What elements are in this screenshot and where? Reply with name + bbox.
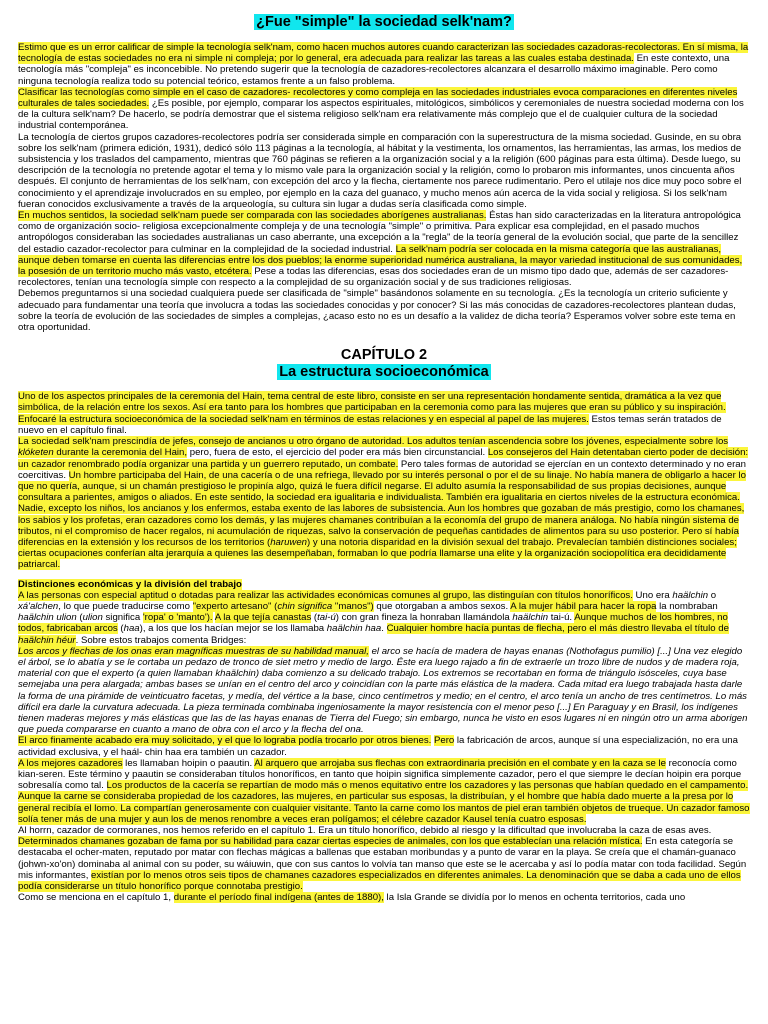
paragraph — [18, 391, 750, 436]
text-run: pero, fuera de esto, el ejercicio del poder era más bien circunstancial. — [187, 447, 488, 459]
text-run: , lo que puede traducirse como — [58, 600, 193, 612]
text-run: la nombraban — [656, 600, 718, 612]
text-run: haälchin — [672, 589, 709, 601]
text-run: tai-ú. — [548, 612, 575, 624]
text-run: la fabricación de arcos, aunque sí una especialización, no era una actividad exclusiva, y el haál- chin haa era también un cazador. — [18, 735, 738, 758]
paragraph — [18, 892, 750, 903]
chapter-title-text: La estructura socioeconómica — [279, 364, 489, 381]
text-run: A la mujer hábil para hacer la ropa — [510, 600, 657, 612]
text-run: . — [381, 623, 387, 635]
text-run: Éstas han sido caracterizadas en la literatura antropológica como de organización socio- religiosa excepcionalmente compleja y de una tecnología "simple" o primitiva. Para explicar esa complejidad, en el pasado muchos antropólogos consideraban las sociedades australianas un caso aberrante, una excepción a la "regla" de la teoría general de la evolución social, que parte de la sencillez del estadio cazador-recolector para culminar en la complejidad de la sociedad industrial. — [18, 210, 741, 255]
text-run: 'ropa' o 'manto'). — [142, 612, 213, 624]
text-run: ), a los que los hacían mejor se los llamaba — [139, 623, 327, 635]
text-run: haa — [123, 623, 140, 635]
text-run: En este contexto, una tecnología más "compleja" es inconcebible. No pretendo sugerir que la tecnología de cazadores-recolectores alcanzara el desarrollo máximo imaginable. Pero como ninguna tecnología realiza todo su potencial teórico, estamos frente a un falso problema. — [18, 53, 730, 87]
text-run: Pero tales formas de autoridad se ejercían en un contexto determinado y no eran coercitivas. — [18, 458, 746, 481]
chapter-number: CAPÍTULO 2 — [340, 347, 428, 364]
text-run: Un hombre participaba del Hain, de una cacería o de una refriega, llevado por su interés personal o por el de su linaje. No había manera de obligarlo a hacer lo que no quería, aunque, si un chamán prestigioso le propinía algo, quizá le fuera difícil negarse. El adulto asumía la responsabilidad de sus propias decisiones, aunque consultara a parientes, amigos o aliados. En este sentido, la sociedad era igualitaria e individualista. También era igualitaria en ciertos niveles de la estructura económica. Nadie, excepto los niños, los ancianos y los enfermos, estaba exento de las labores de subsistencia. Aun los hombres que gozaban de más prestigio, como los chamanes, los sabios y los profetas, eran cazadores como los demás, y las mujeres chamanes contribuían a la economía del grupo de manera análoga. No había ningún sistema de tributos, ni el compromiso de hacer regalos, ni acumulación de riquezas, salvo la conservación de pequeñas cantidades de alimentos para su uso posterior. Pero sí había diferencias en la extensión y los recursos de los territorios ( — [18, 469, 746, 548]
chapter-body — [18, 391, 750, 570]
intro-section — [18, 42, 750, 333]
text-run: Los arcos y flechas de los onas eran magníficas muestras de su habilidad manual, — [18, 645, 369, 657]
text-run: Uno era — [632, 589, 673, 601]
text-run: reconocía como kian-seren. Este término y paautin se consideraban títulos honoríficos, en tanto que hoipin significa simplemente cazador, pero el que siempre le decían hoipin era porque sobresalía como tal. — [18, 757, 742, 792]
text-run: haälchin haa — [326, 623, 382, 635]
text-run: Los consejeros del Hain detentaban cierto poder de decisión: un cazador renombrado podía organizar una partida y un guerrero reputado, un combate. — [18, 447, 749, 470]
text-run: Clasificar las tecnologías como simple en el caso de cazadores- recolectores y como compleja en las sociedades industriales evoca comparaciones en diferentes niveles culturales de tales sociedades. — [18, 86, 738, 110]
text-run: xá'alchen — [18, 600, 59, 612]
text-run: Cualquier hombre hacía puntas de flecha, pero el más diestro llevaba el título de — [386, 623, 729, 635]
text-run: La selk'nam podría ser colocada en la misma categoría que las australianas, aunque deben tomarse en cuenta las diferencias entre los dos pueblos; la enorme superioridad numérica australiana, la mayor variedad institucional de sus comunidades, la posesión de un territorio mucho más vasto, etcétera. — [18, 243, 743, 278]
text-run: En muchos sentidos, la sociedad selk'nam puede ser comparada con las sociedades aborígenes australianas. — [18, 210, 487, 222]
text-run: ( — [117, 623, 124, 635]
text-run: tai-ú — [317, 612, 336, 624]
text-run: ( — [76, 612, 83, 624]
text-run: haälchin héur — [18, 634, 76, 646]
text-run: Estimo que es un error calificar de simple la tecnología selk'nam, como hacen muchos autores cuando caracterizan las sociedades cazadoras-recolectoras. En sí misma, la tecnología de estas sociedades no era ni simple ni compleja; por lo general, era adecuada para realizar las tareas a las cuales estaba destinada. — [18, 42, 749, 65]
text-run: ¿Es posible, por ejemplo, comparar los aspectos espirituales, mitológicos, simbólicos y ceremoniales de nuestra sociedad moderna con los de la cultura selk'nam? De hacerlo, se podría demostrar que el sistema religioso selk'nam era relativamente más complejo que el de cualquier cultura de la sociedad industrial contemporánea. — [18, 98, 744, 132]
text-run: que otorgaban a ambos sexos. — [373, 600, 511, 612]
text-run: Estos temas serán tratados de nuevo en el capítulo final. — [18, 413, 722, 436]
text-run: En esta categoría se destacaba el ocher-maten, reputado por matar con flechas mágicas a ballenas que estaban moribundas y a punto de varar en la playa. Se creía que el chamán-guanaco (johwn-xo'on) dominaba al animal con su poder, su wáiuwin, que con sus cantos lo volvía tan manso que este se le acercaba y así lo podía matar con toda facilidad. Según mis informantes, — [18, 836, 747, 881]
document-title-text: ¿Fue "simple" la sociedad selk'nam? — [256, 14, 512, 30]
section-heading-text: Distinciones económicas y la división del trabajo — [18, 578, 242, 590]
paragraph — [18, 288, 750, 333]
text-run: chin significa — [277, 600, 333, 612]
text-run: les llamaban hoipin o paautin. — [122, 757, 255, 769]
paragraph — [18, 646, 750, 736]
text-run: ) con gran fineza la honraban llamándola — [335, 612, 513, 624]
text-run: haälchin ulion — [18, 612, 77, 624]
text-run: Al arquero que arrojaba sus flechas con extraordinaria precisión en el combate y en la caza se le — [254, 757, 666, 769]
text-run: Los productos de la cacería se repartían de modo más o menos equitativo entre los cazadores y las personas que habían quedado en el campamento. Aunque la carne se consideraba propiedad de los cazadores, las mujeres, en particular sus esposas, la distribuían, y el hombre que había dado muerte a la presa por lo general recibía el lomo. La compartían generosamente con cualquier visitante. Tanto la carne como los mantos de piel eran también objetos de trueque. Un cazador famoso solía tener más de una mujer y aun los de menos renombre a veces eran polígamos; el célebre cazador Kausel tenía cuatro esposas. — [18, 780, 750, 825]
section-heading — [18, 579, 750, 590]
text-run: ( — [311, 612, 318, 624]
paragraph — [18, 825, 750, 892]
text-run: Pese a todas las diferencias, esas dos sociedades eran de un mismo tipo dado que, además de ser cazadores-recolectores, tenían una tecnología simple con respecto a la complejidad de su organización social y de sus tradiciones religiosas. — [18, 266, 729, 289]
paragraph — [18, 42, 750, 87]
paragraph — [18, 87, 750, 132]
text-run: La tecnología de ciertos grupos cazadores-recolectores podría ser considerada simple en comparación con la superestructura de la misma sociedad. Gusinde, en su obra sobre los selk'nam (primera edición, 1931), dedicó sólo 113 páginas a la tecnología, al hábitat y la vestimenta, los ornamentos, las herramientas, las armas, los medios de subsistencia y los traslados del campamento, mientras que 760 páginas se refieren a la organización social y a la religión (600 páginas para esta última). Desde luego, su descripción de la tecnología no pretende agotar el tema y lo mismo vale para la organización social y la religión, como lo probaron mis informantes, unos cincuenta años después. El conjunto de herramientas de los selk'nam, con excepción del arco y la flecha, ciertamente nos parece rudimentario. Pero el utilaje nos dice muy poco sobre el conocimiento y el aprendizaje involucrados en su empleo, por ejemplo en la caza del guanaco, y mucho menos aún acerca de la vida social y religiosa. Si los selk'nam fueran conocidos exclusivamente a través de la arqueología, su cultura sin lugar a dudas sería clasificada como simple. — [18, 131, 742, 210]
text-run: o — [708, 589, 717, 601]
text-run: haruwen — [270, 536, 308, 548]
spacer — [18, 333, 750, 347]
section-body — [18, 590, 750, 904]
paragraph — [18, 132, 750, 210]
text-run: haälchin — [512, 612, 549, 624]
paragraph — [18, 436, 750, 570]
text-run: durante el período final indígena (antes de 1880), — [173, 892, 384, 904]
text-run: ulion — [82, 612, 103, 624]
text-run: Determinados chamanes gozaban de fama por su habilidad para cazar ciertas especies de animales, con los que establecían una relación mística. — [18, 836, 643, 848]
text-run: ) y una notoria disparidad en la división sexual del trabajo. Prevalecían también distinciones sociales; ciertas ocupaciones conferían alta jerarquía a quienes las desempeñaban, formaban lo que podría llamarse una elite y la organización sociopolítica era decididamente patriarcal. — [18, 536, 737, 571]
text-run: Aunque muchos de los hombres, no todos, fabricaban arcos — [18, 612, 728, 635]
text-run: A la que tejía canastas — [214, 612, 312, 624]
text-run: Pero — [433, 735, 455, 747]
text-run: La sociedad selk'nam prescindía de jefes, consejo de ancianos u otro órgano de autoridad. Los adultos tenían ascendencia sobre los jóvenes, especialmente sobre los — [18, 436, 729, 448]
text-run: Debemos preguntarnos si una sociedad cualquiera puede ser clasificada de "simple" basándonos solamente en su tecnología. ¿Es la tecnología un criterio suficiente y adecuado para fundamentar una teoría que involucra a todas las sociedades conocidas y por conocer? Si las más conocidas de cazadores-recolectores plantean dudas, sobre la teoría de evolución de las sociedades de simples a complejas, ¿acaso esto no es un desafío a la validez de dicha teoría? Esperamos volver sobre este tema en otra oportunidad. — [18, 288, 736, 334]
document-title — [18, 14, 750, 31]
text-run: . Sobre estos trabajos comenta Bridges: — [75, 634, 247, 646]
paragraph — [18, 758, 750, 825]
text-run: "manos") — [332, 600, 374, 612]
paragraph — [18, 590, 750, 646]
text-run: klóketen — [18, 447, 54, 459]
text-run: Al horrn, cazador de cormoranes, nos hemos referido en el capítulo 1. Era un título honorífico, debido al riesgo y la dificultad que involucraba la caza de esas aves. — [18, 825, 712, 836]
text-run: significa — [102, 612, 143, 624]
text-run: El arco finamente acabado era muy solicitado, y el que lo lograba podía trocarlo por otros bienes. — [18, 735, 432, 747]
text-run: existían por lo menos otros seis tipos de chamanes cazadores especializados en diferentes animales. La denominación que se daba a cada uno de ellos podía considerarse un título honorífico porque connotaba prestigio. — [18, 869, 741, 893]
text-run: A las personas con especial aptitud o dotadas para realizar las actividades económicas comunes al grupo, las distinguían con títulos honoríficos. — [18, 589, 633, 601]
chapter-title — [18, 364, 750, 381]
paragraph — [18, 210, 750, 288]
paragraph — [18, 735, 750, 757]
text-run: "experto artesano" ( — [192, 600, 278, 612]
text-run: Como se menciona en el capítulo 1, — [18, 892, 174, 904]
text-run: A los mejores cazadores — [18, 757, 123, 769]
text-run: Uno de los aspectos principales de la ceremonia del Hain, tema central de este libro, consiste en ser una representación hondamente sentida, dramática a la vez que simbólica, de la relación entre los sexos. Así era tanto para los hombres que participaban en la ceremonia como para las mujeres que eran su público y su inspiración. Enfocaré la estructura socioeconómica de la sociedad selk'nam en términos de estas relaciones y en especial al papel de las mujeres. — [18, 391, 726, 425]
text-run: durante la ceremonia del Hain, — [53, 447, 188, 459]
text-run: el arco se hacía de madera de hayas enanas (Nothofagus pumilio) [...] Una vez elegido el árbol, se lo abatía y se le cortaba un pedazo de tronco de siet metro y medio de largo. Éste era luego rajado a fin de extraerle un trozo libre de nudos y de madera roja, material con que el experto (a quien llamaban khaälchin) daba comienzo a su delicado trabajo. Los extremos se recortaban en forma de triángulo isósceles, cuya base semejaba una pera alargada; ambas bases se unían en el centro del arco y coincidían con la parte más elástica de la madera. Cada mitad era luego trabajada hasta darle la forma de una pirámide de veinticuatro facetas, y medía, del vértice a la base, cinco centímetros y medio; en el centro, el arco tenía un ancho de tres centímetros. Lo más difícil era darle la curvatura adecuada. La pieza terminada combinaba ingeniosamente la mayor resistencia con el menor peso [...] En Paraguay y en Brasil, los indígenes tienen maderas mejores y más elásticas que las de las hayas enanas de Tierra del Fuego; sin embargo, nunca he visto en esos lugares ni en ningún otro un arma aborigen que pueda compararse en cuanto a mano de obra con el arco y la flecha del ona. — [18, 645, 748, 736]
text-run: la Isla Grande se dividía por lo menos en ochenta territorios, cada uno — [383, 892, 686, 904]
